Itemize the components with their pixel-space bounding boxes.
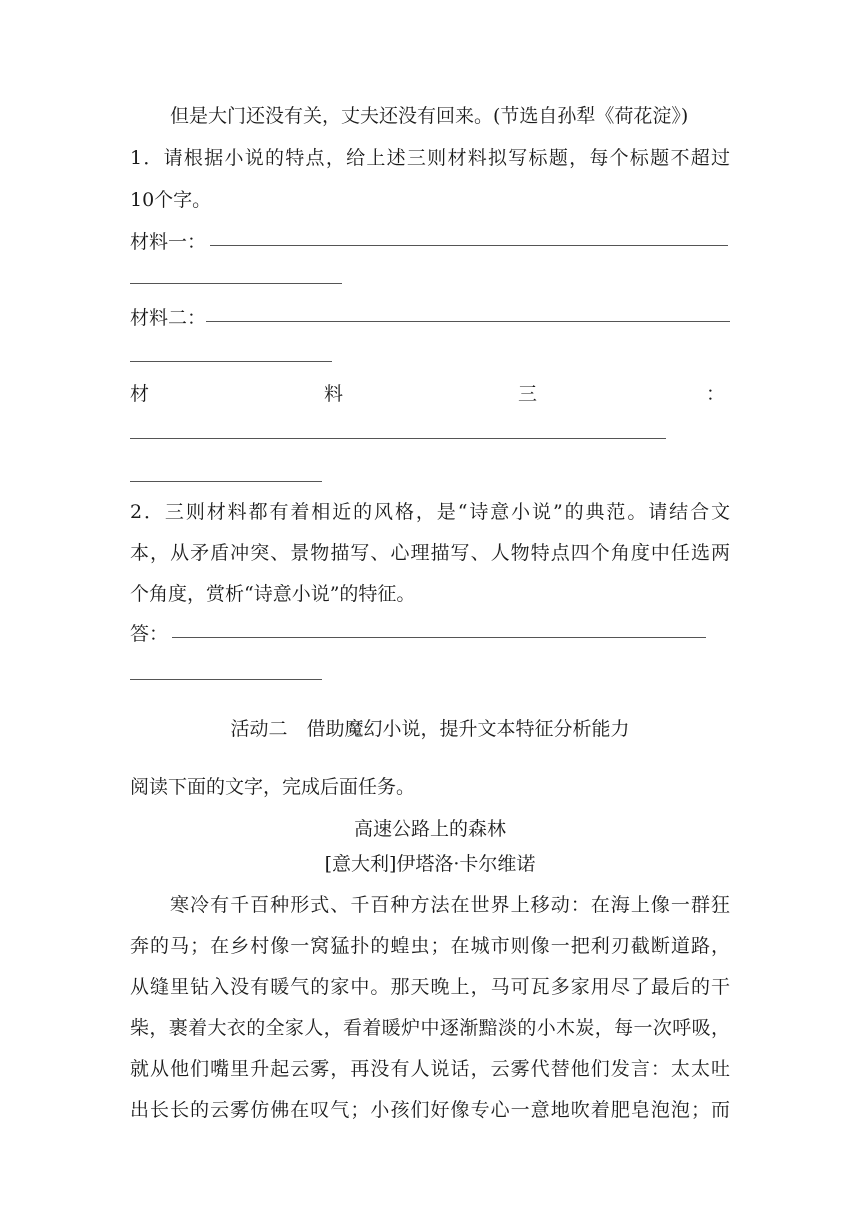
story-paragraph-line: 柴，裹着大衣的全家人，看着暖炉中逐渐黯淡的小木炭，每一次呼吸， [130,1017,730,1039]
material-3-label-char-4: ： [706,383,726,405]
question-1-line-1: 1．请根据小说的特点，给上述三则材料拟写标题，每个标题不超过 [130,147,730,169]
question-2-line-2: 本，从矛盾冲突、景物描写、心理描写、人物特点四个角度中任选两 [130,542,730,564]
story-paragraph-line: 奔的马；在乡村像一窝猛扑的蝗虫；在城市则像一把利刃截断道路， [130,935,730,957]
material-2-blank-line [206,321,730,322]
answer-blank-line [172,637,706,638]
intro-line: 但是大门还没有关，丈夫还没有回来。(节选自孙犁《荷花淀》) [170,105,689,127]
material-1-blank-line-continued [130,283,342,284]
material-3-label-char-1: 材 [130,383,150,405]
material-3-label-char-2: 料 [324,383,344,405]
story-paragraph-line: 就从他们嘴里升起云雾，再没有人说话，云雾代替他们发言：太太吐 [130,1058,730,1080]
material-1-blank-line [210,245,728,246]
story-paragraph-line: 出长长的云雾仿佛在叹气；小孩们好像专心一意地吹着肥皂泡泡；而 [130,1099,730,1121]
reading-instruction: 阅读下面的文字，完成后面任务。 [130,776,416,798]
material-2-blank-line-continued [130,361,332,362]
question-2-line-1: 2．三则材料都有着相近的风格，是“诗意小说”的典范。请结合文 [130,501,730,523]
story-paragraph-line: 寒冷有千百种形式、千百种方法在世界上移动：在海上像一群狂 [170,894,730,916]
answer-blank-line-continued [130,679,322,680]
story-paragraph-line: 从缝里钻入没有暖气的家中。那天晚上，马可瓦多家用尽了最后的干 [130,976,730,998]
story-author: [意大利]伊塔洛·卡尔维诺 [324,853,536,875]
material-3-label-char-3: 三 [518,383,538,405]
activity-2-heading: 活动二 借助魔幻小说，提升文本特征分析能力 [230,718,630,740]
material-3-blank-line-continued [130,481,322,482]
material-2-label: 材料二： [130,307,207,329]
question-1-line-2: 10个字。 [130,189,212,211]
material-1-label: 材料一： [130,231,207,253]
question-2-line-3: 个角度，赏析“诗意小说”的特征。 [130,583,416,605]
story-title: 高速公路上的森林 [353,818,506,840]
material-3-blank-line [130,438,666,439]
answer-label: 答： [130,623,169,645]
